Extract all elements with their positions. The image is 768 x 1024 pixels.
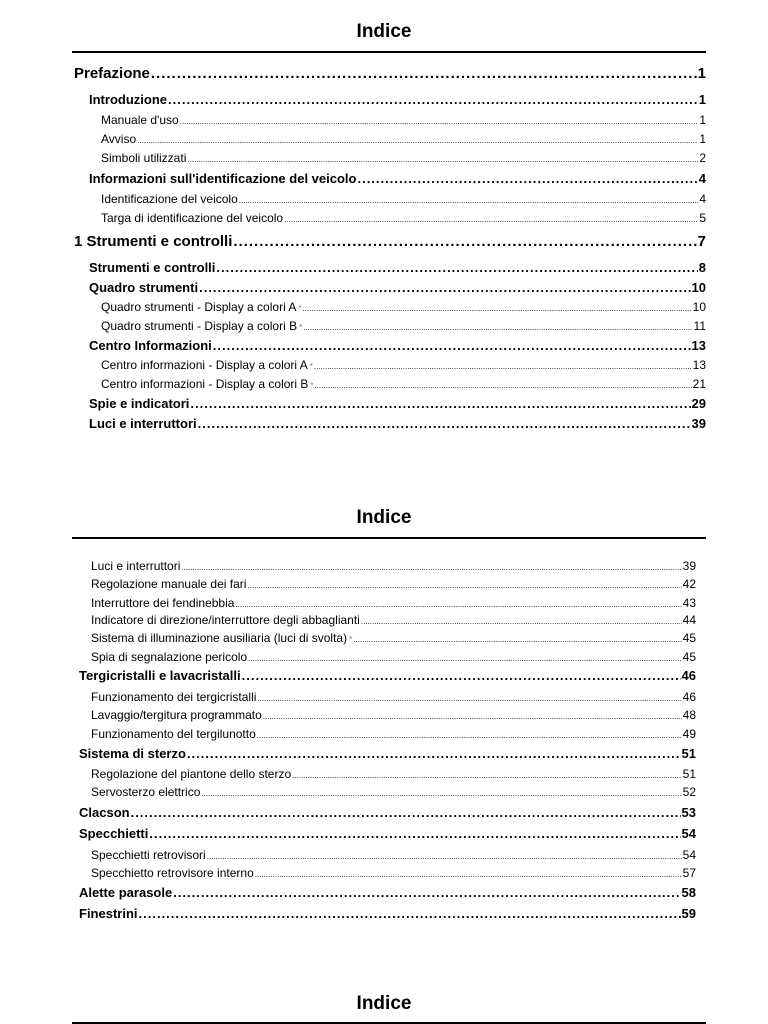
toc-entry-mark: * (298, 304, 302, 313)
toc-entry-page: 7 (697, 233, 706, 250)
toc-entry[interactable] (101, 375, 706, 393)
toc-entry-label: Sistema di illuminazione ausiliaria (luci di svolta) (91, 631, 348, 645)
dot-leader (233, 233, 696, 251)
toc-entry-label: Manuale d'uso (101, 113, 179, 127)
dot-leader (315, 375, 692, 395)
toc-entry[interactable] (91, 725, 696, 743)
dot-leader (248, 648, 682, 668)
toc-entry[interactable] (89, 259, 706, 277)
page-1-title: Indice (356, 21, 412, 42)
toc-entry-label: Regolazione manuale dei fari (91, 577, 247, 591)
toc-entry-page: 43 (682, 596, 696, 610)
toc-entry-label: Clacson (79, 805, 130, 820)
toc-entry-label: Luci e interruttori (91, 559, 181, 573)
toc-entry-page: 51 (682, 767, 696, 781)
toc-entry[interactable] (79, 825, 696, 843)
toc-entry[interactable] (101, 209, 706, 227)
dot-leader (292, 765, 682, 785)
dot-leader (239, 190, 699, 210)
toc-entry-page: 2 (699, 151, 706, 165)
toc-entry-page: 58 (681, 885, 696, 900)
toc-entry-label: Funzionamento dei tergicristalli (91, 690, 257, 704)
toc-entry[interactable] (91, 648, 696, 666)
toc-entry-page: 4 (698, 171, 706, 186)
toc-entry-page: 45 (682, 650, 696, 664)
toc-entry-page: 8 (698, 260, 706, 275)
toc-entry[interactable] (101, 317, 706, 335)
toc-entry[interactable] (101, 130, 706, 148)
toc-entry-label: Introduzione (89, 92, 167, 107)
dot-leader (213, 337, 691, 355)
toc-entry-label: Identificazione del veicolo (101, 192, 238, 206)
toc-entry-page: 13 (692, 358, 706, 372)
page-2-rule (72, 537, 706, 539)
toc-entry-mark: * (310, 381, 314, 390)
dot-leader (198, 415, 691, 433)
dot-leader (187, 745, 681, 763)
toc-entry-page: 53 (681, 805, 696, 820)
toc-entry-mark: * (299, 323, 303, 332)
toc-entry-label: Targa di identificazione del veicolo (101, 211, 284, 225)
toc-entry[interactable] (91, 846, 696, 864)
page-3-title: Indice (356, 993, 412, 1014)
toc-entry[interactable] (101, 111, 706, 129)
toc-entry-label: Finestrini (79, 906, 138, 921)
toc-entry-label: Alette parasole (79, 885, 173, 900)
dot-leader (263, 706, 682, 726)
toc-entry-label: Specchietti (79, 826, 149, 841)
toc-entry[interactable] (79, 804, 696, 822)
toc-entry-label: Tergicristalli e lavacristalli (79, 668, 241, 683)
toc-entry-label: Interruttore dei fendinebbia (91, 596, 235, 610)
dot-leader (137, 130, 698, 150)
toc-entry-label: Spia di segnalazione pericolo (91, 650, 248, 664)
toc-entry[interactable] (91, 765, 696, 783)
toc-entry-label: Indicatore di direzione/interruttore degli abbaglianti (91, 613, 360, 627)
toc-entry[interactable] (101, 298, 706, 316)
dot-leader (190, 395, 690, 413)
toc-entry-page: 49 (682, 727, 696, 741)
toc-entry[interactable] (74, 233, 706, 251)
toc-entry-label: Servosterzo elettrico (91, 785, 201, 799)
toc-entry[interactable] (89, 279, 706, 297)
toc-entry-page: 1 (697, 65, 706, 82)
toc-entry-label: Avviso (101, 132, 137, 146)
toc-entry[interactable] (79, 905, 696, 923)
toc-entry[interactable] (91, 611, 696, 629)
toc-entry-page: 10 (691, 280, 706, 295)
toc-entry-page: 1 (699, 132, 706, 146)
toc-entry[interactable] (101, 190, 706, 208)
toc-entry-label: Simboli utilizzati (101, 151, 187, 165)
dot-leader (361, 611, 682, 631)
toc-entry-page: 46 (682, 690, 696, 704)
toc-entry-page: 45 (682, 631, 696, 645)
dot-leader (216, 259, 697, 277)
dot-leader (149, 825, 680, 843)
toc-entry-label: Informazioni sull'identificazione del veicolo (89, 171, 357, 186)
dot-leader (131, 804, 681, 822)
toc-entry-mark: * (309, 362, 313, 371)
toc-entry[interactable] (91, 706, 696, 724)
toc-entry[interactable] (101, 356, 706, 374)
toc-entry-page: 52 (682, 785, 696, 799)
toc-entry[interactable] (91, 783, 696, 801)
dot-leader (207, 846, 682, 866)
toc-entry[interactable] (89, 170, 706, 188)
toc-entry[interactable] (91, 594, 696, 612)
toc-entry-page: 42 (682, 577, 696, 591)
toc-entry-label: Specchietti retrovisori (91, 848, 206, 862)
dot-leader (303, 317, 692, 337)
toc-entry-page: 39 (691, 416, 706, 431)
dot-leader (257, 725, 682, 745)
toc-entry-page: 4 (699, 192, 706, 206)
page-2-title: Indice (356, 507, 412, 528)
toc-entry-label: Centro informazioni - Display a colori B (101, 377, 309, 391)
toc-entry[interactable] (91, 864, 696, 882)
toc-entry-label: Strumenti e controlli (89, 260, 216, 275)
toc-entry-page: 57 (682, 866, 696, 880)
toc-entry-label: Spie e indicatori (89, 396, 190, 411)
toc-entry[interactable] (91, 557, 696, 575)
toc-entry-label: Centro informazioni - Display a colori A (101, 358, 308, 372)
toc-entry[interactable] (79, 667, 696, 685)
toc-entry-page: 21 (692, 377, 706, 391)
dot-leader (139, 905, 681, 923)
dot-leader (314, 356, 692, 376)
dot-leader (168, 91, 698, 109)
dot-leader (180, 111, 699, 131)
dot-leader (187, 149, 698, 169)
toc-entry[interactable] (89, 337, 706, 355)
dot-leader (353, 629, 681, 649)
dot-leader (284, 209, 698, 229)
toc-entry-label: Luci e interruttori (89, 416, 197, 431)
toc-entry-page: 1 (698, 92, 706, 107)
toc-entry-page: 51 (681, 746, 696, 761)
toc-entry-page: 29 (691, 396, 706, 411)
toc-entry-label: Prefazione (74, 65, 150, 82)
dot-leader (199, 279, 690, 297)
toc-entry-label: Regolazione del piantone dello sterzo (91, 767, 292, 781)
toc-entry-page: 11 (693, 319, 706, 333)
toc-entry[interactable] (89, 415, 706, 433)
toc-entry[interactable] (91, 629, 696, 647)
toc-entry[interactable] (89, 91, 706, 109)
toc-entry-page: 10 (692, 300, 706, 314)
toc-entry-page: 59 (681, 906, 696, 921)
toc-entry-page: 5 (699, 211, 706, 225)
toc-entry-label: 1 Strumenti e controlli (74, 233, 233, 250)
toc-entry[interactable] (91, 688, 696, 706)
dot-leader (173, 884, 680, 902)
toc-entry[interactable] (89, 395, 706, 413)
toc-entry[interactable] (79, 745, 696, 763)
toc-entry-page: 39 (682, 559, 696, 573)
dot-leader (181, 557, 681, 577)
dot-leader (255, 864, 682, 884)
dot-leader (357, 170, 697, 188)
toc-entry[interactable] (79, 884, 696, 902)
toc-entry-label: Funzionamento del tergilunotto (91, 727, 256, 741)
toc-entry-label: Centro Informazioni (89, 338, 212, 353)
toc-entry-label: Quadro strumenti (89, 280, 199, 295)
page-1-rule (72, 51, 706, 53)
toc-entry-mark: * (349, 635, 353, 644)
toc-entry-page: 44 (682, 613, 696, 627)
dot-leader (247, 575, 681, 595)
toc-entry-label: Sistema di sterzo (79, 746, 186, 761)
dot-leader (257, 688, 681, 708)
toc-entry-page: 54 (682, 848, 696, 862)
dot-leader (201, 783, 681, 803)
toc-entry-label: Specchietto retrovisore interno (91, 866, 254, 880)
toc-entry-page: 48 (682, 708, 696, 722)
toc-entry-label: Lavaggio/tergitura programmato (91, 708, 262, 722)
toc-entry[interactable] (74, 65, 706, 83)
dot-leader (242, 667, 681, 685)
toc-entry-page: 46 (681, 668, 696, 683)
toc-entry[interactable] (91, 575, 696, 593)
toc-entry-label: Quadro strumenti - Display a colori B (101, 319, 298, 333)
dot-leader (303, 298, 692, 318)
toc-entry-page: 1 (699, 113, 706, 127)
toc-entry-page: 13 (691, 338, 706, 353)
toc-entry-label: Quadro strumenti - Display a colori A (101, 300, 297, 314)
toc-entry[interactable] (101, 149, 706, 167)
dot-leader (151, 65, 697, 83)
toc-entry-page: 54 (681, 826, 696, 841)
